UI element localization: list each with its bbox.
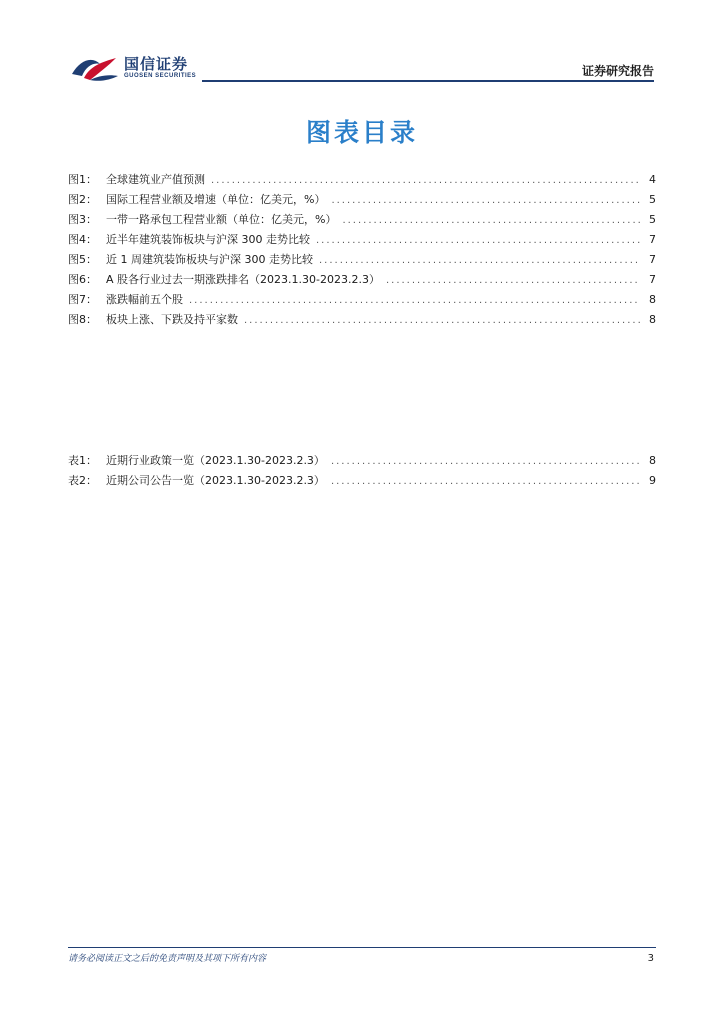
toc-entry-figure-4[interactable] (68, 230, 656, 250)
toc-entry-number: 图1： (68, 173, 97, 186)
toc-entry-title: 近期公司公告一览（2023.1.30-2023.2.3） (106, 474, 325, 487)
logo-chinese-name: 国信证券 (124, 55, 189, 73)
dot-leader (319, 251, 640, 271)
footer-disclaimer: 请务必阅读正文之后的免责声明及其项下所有内容 (68, 954, 267, 964)
toc-entry-figure-6[interactable] (68, 270, 656, 290)
toc-entry-number: 图3： (68, 213, 97, 226)
footer-divider (68, 947, 656, 948)
toc-entry-number: 图8： (68, 313, 97, 326)
page-header (0, 0, 724, 90)
dot-leader (189, 291, 640, 311)
page-title: 图表目录 (305, 118, 418, 147)
toc-entry-figure-2[interactable] (68, 190, 656, 210)
dot-leader (342, 211, 640, 231)
dot-leader (386, 271, 640, 291)
toc-entry-title: 国际工程营业额及增速（单位：亿美元，%） (106, 193, 326, 206)
toc-entry-title: 板块上涨、下跌及持平家数 (106, 313, 238, 326)
report-type-label: 证券研究报告 (581, 64, 654, 78)
toc-entry-title: 涨跌幅前五个股 (106, 293, 183, 306)
toc-entry-table-2[interactable] (68, 471, 656, 491)
logo-mark-icon (70, 50, 120, 84)
company-logo (70, 50, 200, 84)
toc-entry-number: 图7： (68, 293, 97, 306)
dot-leader (331, 472, 640, 492)
table-list (68, 451, 656, 491)
toc-entry-number: 表1： (68, 454, 97, 467)
dot-leader (244, 311, 640, 331)
dot-leader (331, 191, 640, 211)
toc-entry-number: 图6： (68, 273, 97, 286)
toc-entry-title: 近 1 周建筑装饰板块与沪深 300 走势比较 (106, 253, 313, 266)
dot-leader (316, 231, 640, 251)
toc-entry-number: 图2： (68, 193, 97, 206)
toc-entry-page: 5 (649, 193, 656, 206)
dot-leader (331, 452, 640, 472)
toc-entry-table-1[interactable] (68, 451, 656, 471)
toc-entry-number: 表2： (68, 474, 97, 487)
toc-entry-figure-8[interactable] (68, 310, 656, 330)
toc-entry-page: 9 (649, 474, 656, 487)
toc-entry-title: 一带一路承包工程营业额（单位：亿美元，%） (106, 213, 337, 226)
toc-entry-page: 8 (649, 313, 656, 326)
dot-leader (211, 171, 640, 191)
toc-entry-page: 7 (649, 233, 656, 246)
toc-entry-title: 近半年建筑装饰板块与沪深 300 走势比较 (106, 233, 310, 246)
toc-entry-figure-5[interactable] (68, 250, 656, 270)
toc-entry-title: 全球建筑业产值预测 (106, 173, 205, 186)
toc-entry-figure-3[interactable] (68, 210, 656, 230)
toc-entry-number: 图5： (68, 253, 97, 266)
toc-entry-page: 5 (649, 213, 656, 226)
toc-entry-page: 8 (649, 293, 656, 306)
toc-entry-page: 4 (649, 173, 656, 186)
toc-entry-figure-1[interactable] (68, 170, 656, 190)
toc-entry-figure-7[interactable] (68, 290, 656, 310)
toc-entry-page: 8 (649, 454, 656, 467)
toc-entry-title: A 股各行业过去一期涨跌排名（2023.1.30-2023.2.3） (106, 273, 380, 286)
toc-entry-title: 近期行业政策一览（2023.1.30-2023.2.3） (106, 454, 325, 467)
logo-english-name: GUOSEN SECURITIES (124, 73, 197, 79)
toc-entry-number: 图4： (68, 233, 97, 246)
figure-list (68, 170, 656, 330)
page-number: 3 (647, 953, 654, 964)
toc-entry-page: 7 (649, 253, 656, 266)
header-divider (202, 80, 654, 82)
toc-entry-page: 7 (649, 273, 656, 286)
